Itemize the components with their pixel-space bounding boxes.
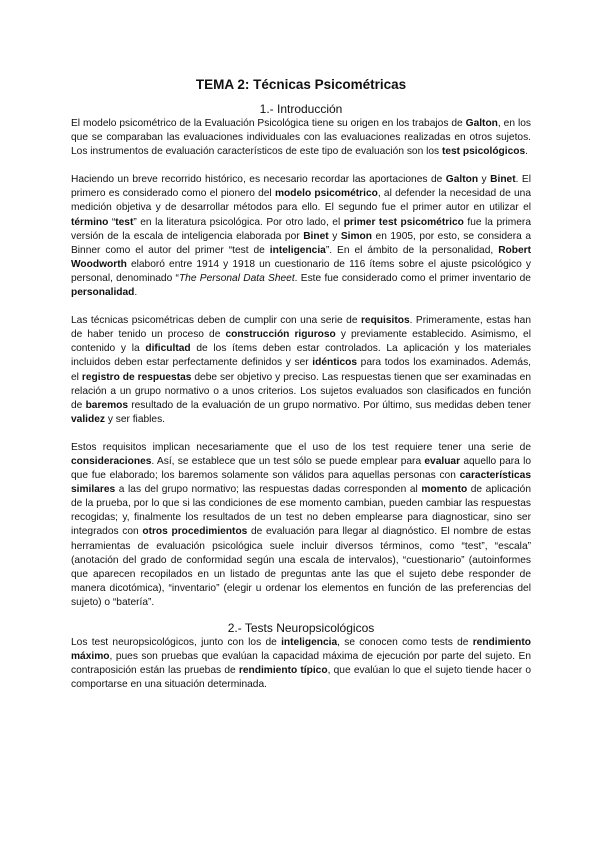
bold-term: Binet bbox=[303, 230, 329, 242]
bold-term: modelo psicométrico bbox=[274, 188, 378, 200]
text-run: , pues son pruebas que evalúan la capacidad máxima de ejecución por parte del sujeto. En contraposición están las pruebas de bbox=[71, 651, 531, 677]
text-run: en 1905, por esto, se considera a Binner como el autor del primer “test de bbox=[71, 230, 531, 256]
bold-term: validez bbox=[71, 413, 105, 425]
text-run: . Este fue considerado como el primer inventario de bbox=[294, 272, 531, 284]
text-run: y bbox=[478, 174, 491, 186]
bold-term: Galton bbox=[465, 118, 498, 129]
text-run: , en los que se comparaban las evaluaciones individuales con las evaluaciones realizadas en otros sujetos. Los instrumentos de evaluación característicos de este tipo de evaluación son los bbox=[71, 118, 531, 158]
text-run: debe ser objetivo y preciso. Las respuestas tienen que ser examinadas en relación a un grupo normativo o a unos criterios. Los sujetos evaluados son clasificados en función de bbox=[71, 371, 531, 411]
paragraph-intro-1 bbox=[71, 117, 531, 159]
bold-term: características similares bbox=[71, 470, 531, 496]
bold-term: test bbox=[115, 216, 134, 228]
bold-term: construcción riguroso bbox=[225, 329, 336, 341]
section-heading-tests-neuropsicologicos: 2.- Tests Neuropsicológicos bbox=[227, 621, 375, 635]
text-run: y bbox=[328, 230, 341, 242]
text-run: y ser fiables. bbox=[104, 413, 166, 425]
section-heading-introduccion: 1.- Introducción bbox=[259, 102, 343, 116]
bold-term: momento bbox=[421, 484, 468, 496]
text-run: . El primero es considerado como el pionero del bbox=[71, 174, 531, 200]
bold-term: test psicológicos bbox=[441, 146, 526, 158]
bold-term: personalidad bbox=[71, 287, 135, 299]
text-run: El modelo psicométrico de la Evaluación Psicológica tiene su origen en los trabajos de bbox=[71, 118, 466, 129]
text-run: , al defender la necesidad de una medición objetiva y de desarrollar métodos para ello. El segundo fue el primer autor en utilizar el bbox=[71, 188, 532, 214]
paragraph-intro-2 bbox=[71, 173, 531, 300]
text-run: “ bbox=[108, 216, 116, 228]
bold-term: rendimiento máximo bbox=[71, 637, 531, 663]
text-run: ” en la literatura psicológica. Por otro lado, el bbox=[133, 216, 344, 228]
text-run: . bbox=[134, 287, 138, 299]
bold-term: dificultad bbox=[145, 343, 191, 355]
text-run: Haciendo un breve recorrido histórico, es necesario recordar las aportaciones de bbox=[71, 174, 446, 186]
bold-term: inteligencia bbox=[269, 244, 326, 256]
document-page bbox=[71, 76, 531, 692]
bold-term: término bbox=[71, 216, 109, 228]
bold-term: Binet bbox=[490, 174, 516, 186]
bold-term: primer test psicométrico bbox=[343, 216, 464, 228]
text-run: Las técnicas psicométricas deben de cumplir con una serie de bbox=[71, 315, 361, 327]
text-run: para todos los examinados. Además, el bbox=[71, 357, 531, 383]
text-run: Los test neuropsicológicos, junto con los de bbox=[71, 637, 282, 648]
text-run: . Primeramente, estas han de haber tenido un proceso de bbox=[71, 315, 531, 341]
text-run: de aplicación de la prueba, por lo que si las condiciones de ese momento cambian, pueden cambiar las respuestas recogidas; y, finalmente los resultados de un test no deben emplearse para diagnosticar, sino ser integrados con bbox=[71, 484, 531, 538]
text-run: fue la primera versión de la escala de inteligencia elaborada por bbox=[71, 216, 531, 242]
text-run: elaboró entre 1914 y 1918 un cuestionario de 116 ítems sobre el ajuste psicológico y personal, denominado “ bbox=[71, 258, 531, 284]
bold-term: Robert Woodworth bbox=[71, 244, 532, 270]
text-run: . Así, se establece que un test sólo se puede emplear para bbox=[151, 455, 425, 467]
bold-term: Simon bbox=[340, 230, 372, 242]
document-title: TEMA 2: Técnicas Psicométricas bbox=[195, 77, 407, 92]
bold-term: idénticos bbox=[312, 357, 358, 369]
paragraph-intro-3 bbox=[71, 314, 531, 427]
text-run: de evaluación para llegar al diagnóstico. El nombre de estas herramientas de evaluación psicológica suele incluir diversos términos, como “test”, “escala” (anotación del grado de conformidad según una escala de intervalos), “cuestionario” (autoinformes que aparecen recopilados en un listado de preguntas ante las que el sujeto debe responder de manera dicotómica), “inventario” (elegir u ordenar los elementos en función de las preferencias del sujeto) o “batería”. bbox=[71, 526, 531, 608]
bold-term: baremos bbox=[85, 399, 129, 411]
bold-term: consideraciones bbox=[71, 455, 152, 467]
text-run: Estos requisitos implican necesariamente que el uso de los test requiere tener una serie de bbox=[71, 441, 531, 453]
text-run: de los ítems deben estar controlados. La aplicación y los materiales incluidos deben estar perfectamente definidos y ser bbox=[71, 343, 531, 369]
bold-term: Galton bbox=[445, 174, 479, 186]
text-run: a las del grupo normativo; las respuestas dadas corresponden al bbox=[115, 484, 422, 496]
text-run: . bbox=[525, 146, 528, 158]
paragraph-intro-4 bbox=[71, 441, 531, 610]
bold-term: rendimiento típico bbox=[238, 665, 328, 677]
bold-term: evaluar bbox=[424, 455, 461, 467]
italic-term: The Personal Data Sheet bbox=[178, 272, 295, 284]
bold-term: registro de respuestas bbox=[81, 371, 192, 383]
bold-term: inteligencia bbox=[281, 637, 338, 648]
bold-term: requisitos bbox=[360, 315, 410, 327]
text-run: aquello para lo que fue elaborado; los baremos solamente son válidos para aquellas personas con bbox=[71, 455, 532, 482]
text-run: resultado de la evaluación de un grupo normativo. Por último, sus medidas deben tener bbox=[128, 399, 531, 411]
text-run: y previamente establecido. Asimismo, el contenido y la bbox=[71, 329, 531, 355]
text-run: ”. En el ámbito de la personalidad, bbox=[325, 244, 499, 256]
text-run: , que evalúan lo que el sujeto tiende hacer o comportarse en una situación determinada. bbox=[71, 665, 532, 691]
bold-term: otros procedimientos bbox=[142, 526, 248, 538]
text-run: , se conocen como tests de bbox=[337, 637, 473, 648]
paragraph-neuro-1 bbox=[71, 636, 531, 692]
